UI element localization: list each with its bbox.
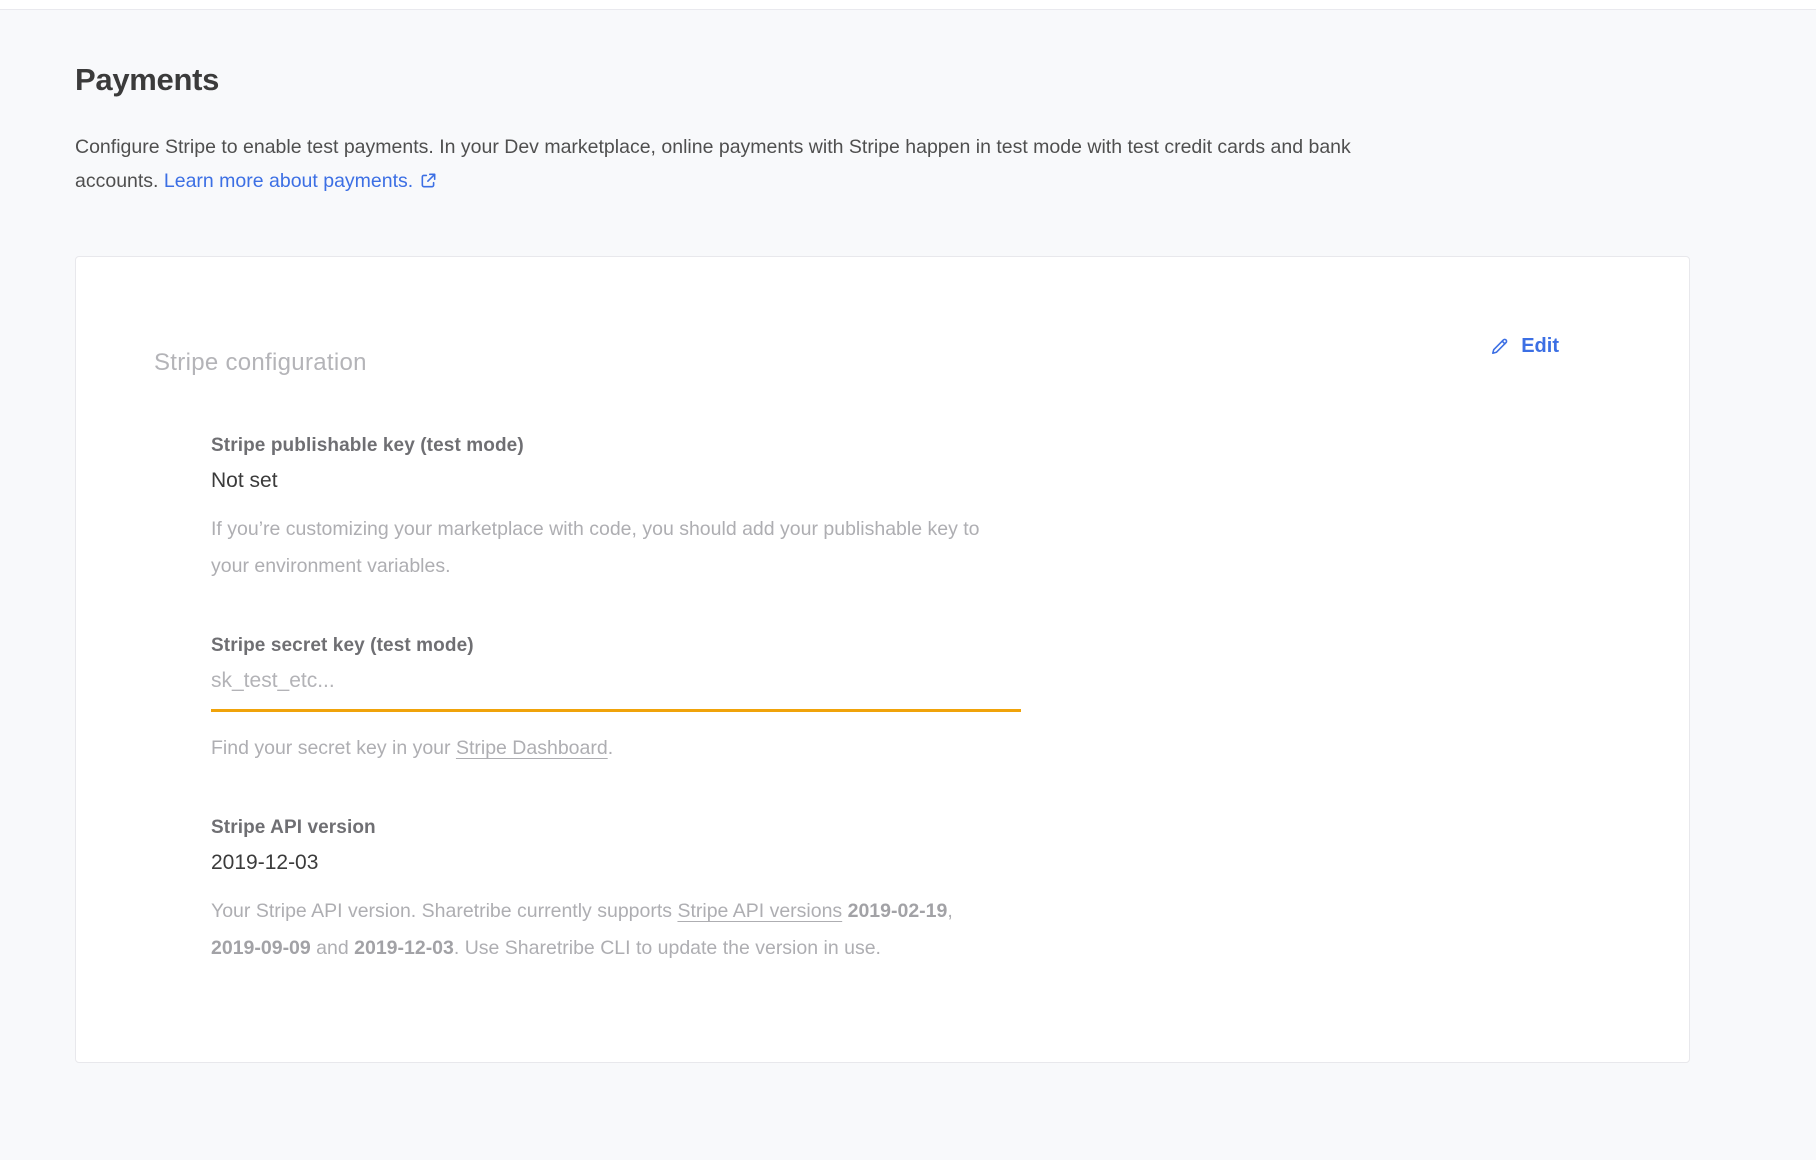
- stripe-api-versions-link[interactable]: Stripe API versions: [677, 900, 843, 922]
- secret-key-input[interactable]: [211, 665, 1021, 712]
- secret-key-help-text: Find your secret key in your: [211, 737, 456, 759]
- secret-key-help-suffix: .: [607, 737, 614, 759]
- api-version-2019-09-09: 2019-09-09: [211, 937, 311, 959]
- pencil-icon: [1489, 336, 1510, 357]
- api-version-sep-1: ,: [947, 900, 953, 922]
- api-version-help-text-1: Your Stripe API version. Sharetribe currently supports: [211, 900, 678, 922]
- publishable-key-value: Not set: [211, 469, 278, 492]
- stripe-config-card: [75, 256, 1690, 1063]
- api-version-2019-12-03: 2019-12-03: [354, 937, 454, 959]
- page-title: Payments: [75, 62, 220, 97]
- api-version-sep-2: and: [310, 937, 355, 959]
- edit-button-label: Edit: [1521, 335, 1559, 357]
- field-publishable-key: [211, 435, 1559, 585]
- edit-button[interactable]: [1489, 335, 1559, 358]
- page-description-text: Configure Stripe to enable test payments. In your Dev marketplace, online payments with Stripe happen in test mode with test credit cards and bank accounts.: [75, 136, 1351, 192]
- secret-key-label: Stripe secret key (test mode): [211, 635, 474, 656]
- stripe-dashboard-link[interactable]: Stripe Dashboard: [455, 737, 608, 759]
- field-secret-key: [211, 635, 1559, 767]
- top-divider: [0, 0, 1816, 10]
- secret-key-help: [211, 730, 1559, 767]
- api-version-help-text-2: . Use Sharetribe CLI to update the version in use.: [453, 937, 881, 959]
- publishable-key-help: If you’re customizing your marketplace with code, you should add your publishable key to your environment variables.: [211, 518, 980, 577]
- api-version-label: Stripe API version: [211, 817, 376, 838]
- stripe-config-fields: [211, 435, 1559, 967]
- api-version-value: 2019-12-03: [211, 851, 319, 874]
- card-header: [154, 335, 1559, 377]
- learn-more-link[interactable]: Learn more about payments.: [163, 170, 414, 192]
- page-description: [75, 130, 1405, 200]
- api-version-help: [211, 893, 981, 967]
- external-link-icon: [420, 166, 437, 200]
- payments-settings-page: [0, 10, 1816, 1063]
- publishable-key-label: Stripe publishable key (test mode): [211, 435, 524, 456]
- api-version-2019-02-19: 2019-02-19: [847, 900, 948, 922]
- card-heading: Stripe configuration: [154, 349, 367, 376]
- field-api-version: [211, 817, 1559, 967]
